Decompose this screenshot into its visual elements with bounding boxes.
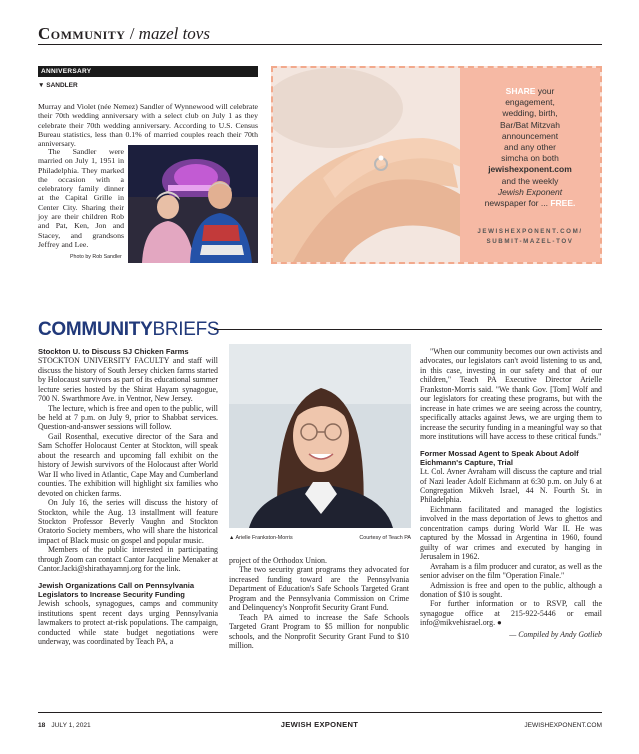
- ad-line-10: Jewish Exponent: [497, 186, 563, 197]
- ad-url-line-2: SUBMIT-MAZEL-TOV: [486, 238, 574, 245]
- article-paragraph: On July 16, the series will discuss the history of Stockton, while the Aug. 13 installment will feature Stockton Professor Beverly Vaughn and Stockton Oratorio Society members, who will share the historical impact of Black music on gospel and popular music.: [38, 498, 218, 545]
- ad-line-1: your: [535, 86, 555, 96]
- header-rule: [38, 44, 602, 45]
- portrait-caption: [229, 535, 411, 541]
- ad-copy: [464, 86, 596, 209]
- issue-date: JULY 1, 2021: [51, 722, 91, 729]
- article-paragraph: Gail Rosenthal, executive director of the Sara and Sam Schoffer Holocaust Center at Stockton, will speak about the research and upcoming fall exhibit on the history of Jewish survivors of the Holocaust after World War II who lived in Atlantic, Cape May and Cumberland counties. The exhibition will highlight six families who devoted on chicken farms.: [38, 431, 218, 498]
- footer-website[interactable]: JEWISHEXPONENT.COM: [524, 722, 602, 729]
- portrait-caption-credit: Courtesy of Teach PA: [359, 535, 411, 541]
- article-paragraph: Eichmann facilitated and managed the logistics involved in the mass deportation of Jews to ghettos and concentration camps during World War II. He was captured by the Mossad in Argentina in 1960, found guilty of war crimes and executed by hanging in Jerusalem in 1962.: [420, 504, 602, 562]
- ad-line-7: simcha on both: [501, 153, 559, 164]
- ad-site-link[interactable]: jewishexponent.com: [488, 164, 572, 175]
- article-paragraph: The lecture, which is free and open to the public, will be held at 7 p.m. on July 9, prior to Shabbat services. Question-and-answer sessions will follow.: [38, 403, 218, 432]
- ad-free-word: FREE.: [550, 198, 576, 209]
- anniversary-label-bar: ANNIVERSARY: [38, 66, 258, 77]
- anniversary-paragraph-1: Murray and Violet (née Nemez) Sandler of Wynnewood will celebrate their 70th wedding anniversary with a select club on July 1 as they celebrate their 70th wedding anniversary. According to U.S. Census Bureau statistics, less than 0.1% of married couples reach their 70th anniversary.: [38, 102, 258, 149]
- ad-line-4: Bar/Bat Mitzvah: [500, 119, 560, 130]
- ad-line-11: newspaper for ...: [484, 198, 551, 209]
- briefs-title-light: BRIEFS: [152, 319, 220, 340]
- ad-line-5: announcement: [501, 130, 559, 141]
- holding-hands-image: [273, 68, 463, 262]
- briefs-column-3: [420, 347, 602, 639]
- ad-share-word: SHARE: [505, 86, 536, 96]
- ad-submit-url[interactable]: [464, 227, 596, 247]
- compiled-by-signature: — Compiled by Andy Gotlieb: [509, 629, 602, 639]
- page-number: 18: [38, 722, 46, 729]
- headline-mossad-agent: Former Mossad Agent to Speak About Adolf Eichmann's Capture, Trial: [420, 448, 579, 467]
- article-paragraph: Teach PA aimed to increase the Safe Schools Targeted Grant Program to $5 million for nonpublic schools, and the Nonprofit Security Grant Fund to $10 million.: [229, 612, 409, 651]
- anniversary-photo-credit: Photo by Rob Sandler: [70, 254, 122, 260]
- briefs-title-bold: COMMUNITY: [38, 319, 153, 340]
- anniversary-couple-photo: [128, 145, 258, 263]
- portrait-caption-name: ▲ Arielle Frankston-Morris: [229, 535, 293, 541]
- ad-line-2: engagement,: [505, 97, 555, 108]
- ad-line-9: and the weekly: [501, 175, 559, 186]
- publication-name: JEWISH EXPONENT: [280, 720, 359, 729]
- footer-rule: [38, 712, 602, 713]
- briefs-column-2: [229, 556, 409, 651]
- briefs-column-1: [38, 347, 218, 647]
- headline-security-funding: Jewish Organizations Call on Pennsylvania Legislators to Increase Security Funding: [38, 580, 195, 600]
- section-subtitle: mazel tovs: [138, 24, 210, 43]
- article-paragraph: STOCKTON UNIVERSITY FACULTY and staff will discuss the history of South Jersey chicken farms started by Holocaust survivors as part of its educational summer lecture series hosted by the Shirat Hayam synagogue, 700 N. Swarthmore Ave. in Ventnor, New Jersey.: [38, 356, 218, 404]
- article-paragraph: The two security grant programs they advocated for increased funding toward are the Pennsylvania Department of Education's Safe Schools Targeted Grant Program and the Pennsylvania Commission on Crime and Delinquency's Nonprofit Security Grant Fund.: [229, 565, 409, 613]
- article-paragraph: project of the Orthodox Union.: [229, 556, 327, 565]
- article-paragraph: Avraham is a film producer and curator, as well as the senior adviser on the film "Operation Finale.": [420, 561, 602, 581]
- section-name: Community: [38, 24, 126, 43]
- section-header: [38, 24, 210, 44]
- article-paragraph: Members of the public interested in participating through Zoom can contact Cantor Jacqueline Menaker at Cantor.Jacki@shirathayamnj.org for the link.: [38, 545, 218, 574]
- briefs-title-rule: [214, 329, 602, 330]
- section-separator: /: [125, 24, 139, 43]
- headline-stockton: Stockton U. to Discuss SJ Chicken Farms: [38, 347, 189, 356]
- ad-line-6: and any other: [504, 142, 556, 153]
- ad-line-3: wedding, birth,: [502, 108, 558, 119]
- anniversary-family-name: ▼ SANDLER: [38, 82, 78, 89]
- anniversary-paragraph-2: The Sandler were married on July 1, 1951 in Philadelphia. They marked the occasion with a celebratory family dinner at the Capital Grille in Center City. Sharing their joy are their children Rob and Pat, Ken, Jon and Stacey, and grandsons Jeffrey and Lee.: [38, 147, 124, 249]
- article-paragraph: Lt. Col. Avner Avraham will discuss the capture and trial of Nazi leader Adolf Eichmann at 6:30 p.m. on July 6 at Congregation Mikveh Israel, 44 N. Fourth St. in Philadelphia.: [420, 467, 602, 505]
- article-paragraph: Jewish schools, synagogues, camps and community institutions spent recent days urging Pennsylvania lawmakers to protect at-risk populations. The campaign, conducted while state budget negotiations were underway, was coordinated by Teach PA, a: [38, 599, 218, 647]
- article-paragraph: Admission is free and open to the public, although a donation of $10 is sought.: [420, 580, 602, 600]
- ad-url-line-1: JEWISHEXPONENT.COM/: [477, 228, 583, 235]
- community-briefs-title: [38, 319, 219, 341]
- article-paragraph: For further information or to RSVP, call the synagogue office at 215-922-5446 or email info@mikvehisrael.org. ●: [420, 599, 602, 628]
- article-paragraph: "When our community becomes our own activists and advocates, our legislators can't avoid listening to us and, in this case, investing in our safety and that of our children," Teach PA Executive Director Arielle Frankston-Morris said. "We thank Gov. [Tom] Wolf and our legislators for creating these programs, but with the increase in hate crimes we are seeing across the country, specifically attacks against Jews, we are urging them to increase the security funding in a meaningful way so that more institutions will have access to these critical funds.": [420, 347, 602, 442]
- arielle-portrait-photo: [229, 344, 411, 528]
